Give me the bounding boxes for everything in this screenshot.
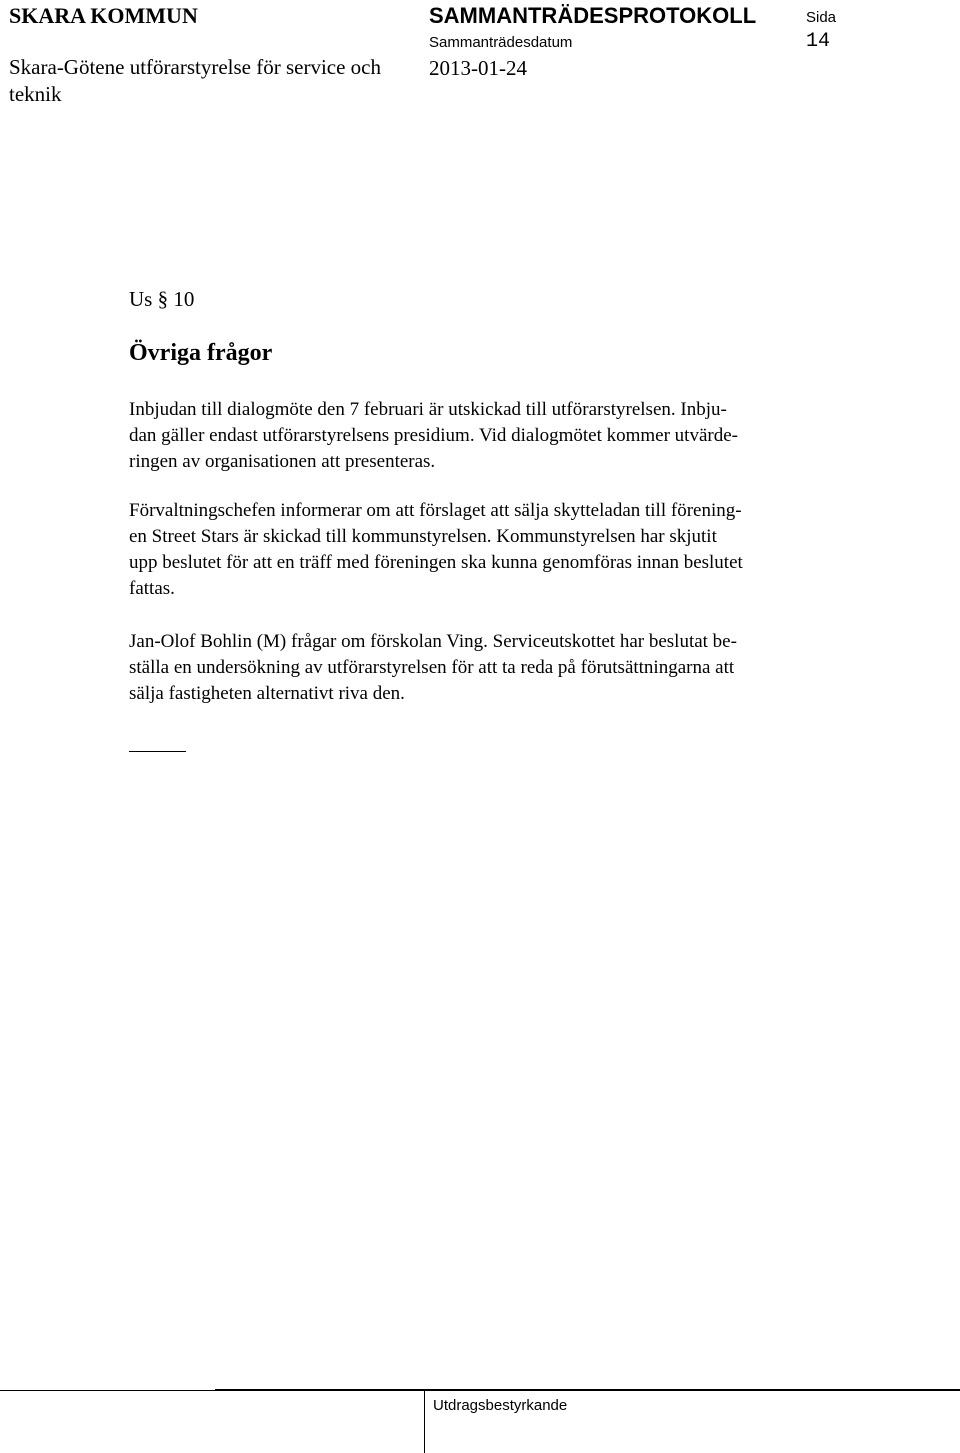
organization-name: SKARA KOMMUN <box>9 3 198 28</box>
text-line: en Street Stars är skickad till kommunstyrelsen. Kommunstyrelsen har skjutit <box>129 526 717 547</box>
text-line: ställa en undersökning av utförarstyrelsen för att ta reda på förutsättningarna att <box>129 657 735 678</box>
text-line: dan gäller endast utförarstyrelsens presidium. Vid dialogmötet kommer utvärde- <box>129 425 738 446</box>
section-number: Us § 10 <box>129 287 195 311</box>
section-end-mark <box>129 751 186 752</box>
text-line: Jan-Olof Bohlin (M) frågar om förskolan Ving. Serviceutskottet har beslutat be- <box>129 631 737 652</box>
text-line: ringen av organisationen att presenteras. <box>129 451 436 472</box>
paragraph-invitation <box>129 397 869 475</box>
footer-divider <box>424 1391 425 1453</box>
paragraph-preschool <box>129 629 869 707</box>
meeting-date: 2013-01-24 <box>429 56 527 80</box>
footer-label: Utdragsbestyrkande <box>433 1397 568 1414</box>
page-number: 14 <box>806 30 831 53</box>
committee-name: Skara-Götene utförarstyrelse för service och teknik <box>9 55 382 106</box>
text-line: Förvaltningschefen informerar om att förslaget att sälja skytteladan till förening- <box>129 500 742 521</box>
text-line: upp beslutet för att en träff med föreningen ska kunna genomföras innan beslutet <box>129 552 743 573</box>
date-label: Sammanträdesdatum <box>429 34 573 51</box>
footer-rule <box>0 1390 215 1391</box>
text-line: sälja fastigheten alternativt riva den. <box>129 683 405 704</box>
text-line: Inbjudan till dialogmöte den 7 februari är utskickad till utförarstyrelsen. Inbju- <box>129 399 727 420</box>
paragraph-shooting-barn <box>129 498 869 602</box>
text-line: fattas. <box>129 578 175 599</box>
footer-rule <box>215 1389 960 1391</box>
section-title: Övriga frågor <box>129 340 273 366</box>
document-type: SAMMANTRÄDESPROTOKOLL <box>429 3 757 28</box>
page-label: Sida <box>806 9 837 26</box>
